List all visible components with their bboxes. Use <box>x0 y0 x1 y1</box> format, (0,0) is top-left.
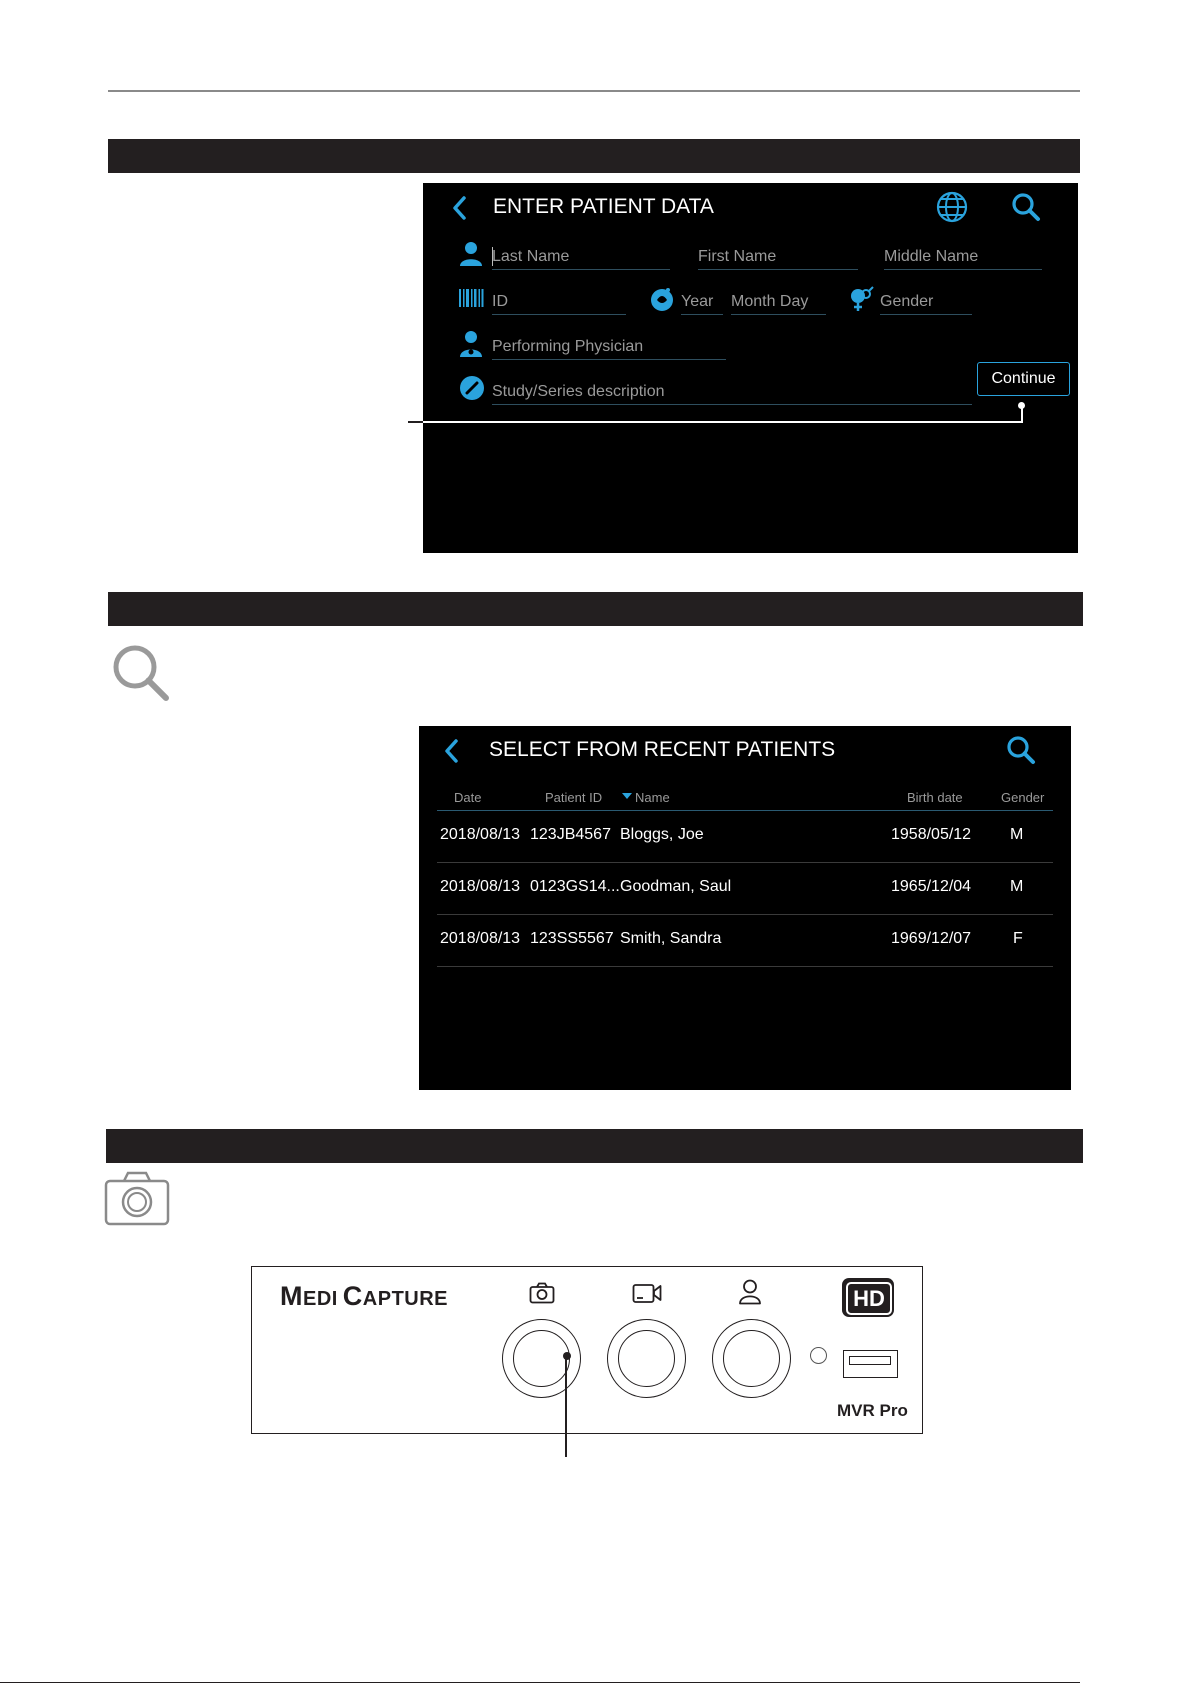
barcode-icon <box>458 288 484 308</box>
row-name: Goodman, Saul <box>620 878 732 895</box>
brand-logo-m: M <box>280 1281 303 1311</box>
column-header-date[interactable]: Date <box>454 790 482 805</box>
medicapture-device-panel <box>251 1266 923 1434</box>
physician-underline <box>492 359 726 360</box>
last-name-underline <box>492 269 670 270</box>
patient-knob-inner <box>723 1330 780 1387</box>
top-rule <box>108 90 1080 92</box>
pencil-icon <box>459 375 485 401</box>
id-input[interactable]: ID <box>492 293 508 310</box>
usb-port-slot <box>849 1356 891 1365</box>
row-patient-id: 0123GS14... <box>530 878 620 895</box>
section-bar-enter-data <box>108 139 1080 173</box>
row-patient-id: 123JB4567 <box>530 826 611 843</box>
birth-year-underline <box>681 314 723 315</box>
video-record-knob-inner <box>618 1330 675 1387</box>
row-birth-date: 1958/05/12 <box>891 826 972 843</box>
row-gender: M <box>1010 878 1024 895</box>
patient-person-icon <box>738 1279 762 1305</box>
column-header-birth-date[interactable]: Birth date <box>907 790 963 805</box>
row-date: 2018/08/13 <box>440 826 521 843</box>
model-label: MVR Pro <box>837 1401 908 1420</box>
enter-patient-data-screen <box>423 183 1078 553</box>
screen-title: SELECT FROM RECENT PATIENTS <box>489 738 836 761</box>
video-record-knob[interactable] <box>607 1319 686 1398</box>
sort-down-icon <box>622 793 632 800</box>
row-birth-date: 1965/12/04 <box>891 878 972 895</box>
back-chevron-icon[interactable] <box>449 193 471 223</box>
globe-icon[interactable] <box>935 190 969 224</box>
knob-callout-line <box>565 1355 567 1457</box>
physician-input[interactable]: Performing Physician <box>492 338 644 355</box>
row-date: 2018/08/13 <box>440 930 521 947</box>
id-underline <box>492 314 626 315</box>
video-record-icon <box>632 1282 662 1304</box>
row-name: Smith, Sandra <box>620 930 722 947</box>
first-name-input[interactable]: First Name <box>698 248 777 265</box>
row-patient-id: 123SS5567 <box>530 930 614 947</box>
bottom-rule <box>0 1682 1080 1683</box>
physician-icon <box>459 330 483 358</box>
search-icon <box>110 642 172 704</box>
table-row[interactable] <box>437 811 1053 862</box>
callout-horizontal-line <box>423 421 1022 423</box>
middle-name-underline <box>884 269 1042 270</box>
column-header-patient-id[interactable]: Patient ID <box>545 790 603 805</box>
study-description-underline <box>492 404 972 405</box>
row-gender: M <box>1010 826 1024 843</box>
callout-leader-line <box>408 421 423 423</box>
study-description-input[interactable]: Study/Series description <box>492 383 665 400</box>
camera-icon <box>104 1170 170 1226</box>
table-row[interactable] <box>437 863 1053 914</box>
gender-underline <box>880 314 972 315</box>
usb-port[interactable] <box>843 1350 898 1378</box>
first-name-underline <box>698 269 858 270</box>
birth-year-input[interactable]: Year <box>681 293 714 310</box>
recent-patients-screen <box>419 726 1071 1090</box>
gender-symbol-icon <box>847 286 875 312</box>
brand-logo <box>280 1281 448 1312</box>
gender-input[interactable]: Gender <box>880 293 934 310</box>
row-date: 2018/08/13 <box>440 878 521 895</box>
birth-month-day-input[interactable]: Month Day <box>731 293 809 310</box>
brand-logo-edi: EDI <box>303 1288 338 1310</box>
row-divider <box>437 966 1053 967</box>
photo-capture-knob-inner <box>513 1330 570 1387</box>
patient-knob[interactable] <box>712 1319 791 1398</box>
continue-button[interactable]: Continue <box>977 362 1070 396</box>
person-icon <box>459 241 483 267</box>
hd-badge-text: HD <box>846 1282 892 1315</box>
table-row[interactable] <box>437 915 1053 966</box>
search-icon[interactable] <box>1010 191 1042 223</box>
photo-capture-icon <box>529 1282 555 1304</box>
middle-name-input[interactable]: Middle Name <box>884 248 979 265</box>
row-birth-date: 1969/12/07 <box>891 930 972 947</box>
birthday-cake-icon <box>649 286 675 312</box>
status-led <box>810 1347 827 1364</box>
back-chevron-icon[interactable] <box>441 736 463 766</box>
last-name-input[interactable]: Last Name <box>492 248 570 265</box>
row-name: Bloggs, Joe <box>620 826 704 843</box>
section-bar-capture <box>106 1129 1083 1163</box>
section-bar-recent-patients <box>108 592 1083 626</box>
search-icon[interactable] <box>1005 734 1037 766</box>
birth-month-day-underline <box>731 314 826 315</box>
brand-logo-apture: APTURE <box>362 1288 449 1310</box>
column-header-gender[interactable]: Gender <box>1001 790 1045 805</box>
row-gender: F <box>1013 930 1023 947</box>
brand-logo-c: C <box>342 1281 363 1311</box>
screen-title: ENTER PATIENT DATA <box>493 195 714 218</box>
column-header-name[interactable]: Name <box>635 790 670 805</box>
